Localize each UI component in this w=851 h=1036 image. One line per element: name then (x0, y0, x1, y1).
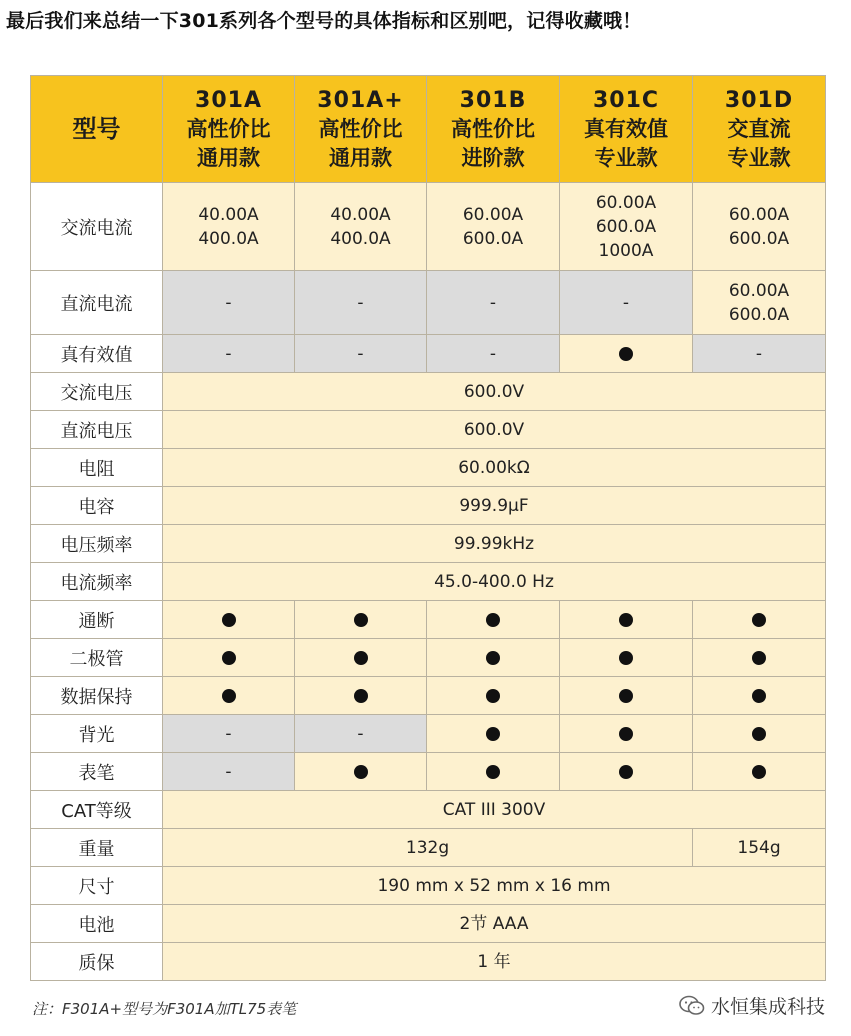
row-label: 电阻 (31, 449, 163, 487)
cell-supported (560, 601, 693, 639)
cell-supported (427, 601, 560, 639)
row-warranty (31, 943, 826, 981)
row-cat-rating (31, 791, 826, 829)
row-label: 通断 (31, 601, 163, 639)
model-desc: 真有效值 (584, 116, 668, 141)
supported-dot-icon (619, 689, 633, 703)
header-model-301c (560, 76, 693, 183)
supported-dot-icon (354, 765, 368, 779)
supported-dot-icon (752, 689, 766, 703)
row-label: 电流频率 (31, 563, 163, 601)
row-battery (31, 905, 826, 943)
cell-supported (693, 753, 826, 791)
row-label: 尺寸 (31, 867, 163, 905)
model-name: 301A (195, 87, 262, 113)
model-desc: 高性价比 (318, 116, 403, 141)
row-label: 表笔 (31, 753, 163, 791)
cell-not-available: - (163, 335, 295, 373)
row-dc-current (31, 271, 826, 335)
brand-name: 水恒集成科技 (710, 996, 825, 1018)
header-model-301d (693, 76, 826, 183)
supported-dot-icon (354, 689, 368, 703)
supported-dot-icon (619, 765, 633, 779)
spec-comparison-table (30, 75, 826, 981)
supported-dot-icon (222, 651, 236, 665)
supported-dot-icon (752, 765, 766, 779)
cell-supported (560, 715, 693, 753)
supported-dot-icon (354, 613, 368, 627)
cell-value: 40.00A 400.0A (295, 183, 427, 271)
row-ac-voltage (31, 373, 826, 411)
cell-supported (295, 677, 427, 715)
footnote: 注：F301A+型号为F301A加TL75表笔 (32, 1000, 297, 1018)
supported-dot-icon (619, 347, 633, 361)
cell-supported (560, 753, 693, 791)
cell-supported (163, 677, 295, 715)
cell-value: 1 年 (163, 943, 826, 981)
row-resistance (31, 449, 826, 487)
cell-not-available: - (163, 715, 295, 753)
row-weight (31, 829, 826, 867)
supported-dot-icon (752, 613, 766, 627)
wechat-icon (679, 995, 705, 1017)
model-type: 专业款 (727, 145, 791, 170)
model-type: 通用款 (329, 145, 392, 170)
model-name: 301C (592, 87, 660, 113)
cell-supported (560, 335, 693, 373)
row-label: 质保 (31, 943, 163, 981)
model-desc: 交直流 (727, 116, 791, 141)
row-diode (31, 639, 826, 677)
cell-value: 190 mm x 52 mm x 16 mm (163, 867, 826, 905)
row-data-hold (31, 677, 826, 715)
cell-supported (295, 639, 427, 677)
cell-supported (295, 753, 427, 791)
model-name: 301A+ (317, 87, 404, 113)
cell-supported (560, 639, 693, 677)
cell-supported (427, 677, 560, 715)
cell-value: 600.0V (163, 373, 826, 411)
row-label: 数据保持 (31, 677, 163, 715)
model-name: 301D (724, 87, 794, 113)
row-label: 电池 (31, 905, 163, 943)
model-name: 301B (459, 87, 527, 113)
supported-dot-icon (619, 727, 633, 741)
cell-value: 40.00A 400.0A (163, 183, 295, 271)
row-label: 直流电压 (31, 411, 163, 449)
supported-dot-icon (752, 651, 766, 665)
row-size (31, 867, 826, 905)
supported-dot-icon (486, 727, 500, 741)
row-label: 重量 (31, 829, 163, 867)
brand-watermark (679, 992, 825, 1019)
row-true-rms (31, 335, 826, 373)
row-backlight (31, 715, 826, 753)
supported-dot-icon (486, 651, 500, 665)
cell-supported (295, 601, 427, 639)
cell-value: 60.00kΩ (163, 449, 826, 487)
cell-value: 99.99kHz (163, 525, 826, 563)
supported-dot-icon (619, 651, 633, 665)
cell-value: 60.00A 600.0A (427, 183, 560, 271)
row-label: 真有效值 (31, 335, 163, 373)
supported-dot-icon (619, 613, 633, 627)
cell-value: 2节 AAA (163, 905, 826, 943)
cell-not-available: - (295, 335, 427, 373)
row-ac-current (31, 183, 826, 271)
cell-supported (163, 639, 295, 677)
cell-value: CAT III 300V (163, 791, 826, 829)
cell-supported (693, 601, 826, 639)
cell-value: 600.0V (163, 411, 826, 449)
cell-supported (693, 677, 826, 715)
cell-supported (693, 715, 826, 753)
row-label: CAT等级 (31, 791, 163, 829)
row-label: 背光 (31, 715, 163, 753)
row-dc-voltage (31, 411, 826, 449)
cell-not-available: - (427, 271, 560, 335)
cell-not-available: - (427, 335, 560, 373)
header-model-301a (163, 76, 295, 183)
row-label: 电容 (31, 487, 163, 525)
cell-value: 154g (693, 829, 826, 867)
cell-value: 60.00A 600.0A 1000A (560, 183, 693, 271)
cell-not-available: - (295, 715, 427, 753)
cell-value: 60.00A 600.0A (693, 183, 826, 271)
row-voltage-frequency (31, 525, 826, 563)
row-label: 交流电压 (31, 373, 163, 411)
row-continuity (31, 601, 826, 639)
supported-dot-icon (222, 613, 236, 627)
header-model-301b (427, 76, 560, 183)
cell-supported (427, 639, 560, 677)
row-probes (31, 753, 826, 791)
cell-value: 45.0-400.0 Hz (163, 563, 826, 601)
row-label: 电压频率 (31, 525, 163, 563)
cell-not-available: - (163, 271, 295, 335)
supported-dot-icon (354, 651, 368, 665)
cell-value: 999.9μF (163, 487, 826, 525)
model-type: 专业款 (594, 145, 658, 170)
headline: 最后我们来总结一下301系列各个型号的具体指标和区别吧，记得收藏哦！ (6, 10, 642, 32)
model-desc: 高性价比 (186, 116, 271, 141)
row-current-frequency (31, 563, 826, 601)
model-desc: 高性价比 (451, 116, 535, 141)
supported-dot-icon (486, 613, 500, 627)
supported-dot-icon (486, 765, 500, 779)
row-label: 二极管 (31, 639, 163, 677)
supported-dot-icon (486, 689, 500, 703)
cell-not-available: - (560, 271, 693, 335)
cell-not-available: - (693, 335, 826, 373)
cell-supported (560, 677, 693, 715)
cell-supported (163, 601, 295, 639)
cell-value: 60.00A 600.0A (693, 271, 826, 335)
header-row (31, 76, 826, 183)
model-type: 通用款 (197, 145, 260, 170)
supported-dot-icon (222, 689, 236, 703)
cell-supported (427, 753, 560, 791)
header-model-301a-plus (295, 76, 427, 183)
model-type: 进阶款 (461, 145, 525, 170)
cell-value: 132g (163, 829, 693, 867)
cell-not-available: - (163, 753, 295, 791)
cell-supported (693, 639, 826, 677)
row-label: 直流电流 (31, 271, 163, 335)
cell-not-available: - (295, 271, 427, 335)
row-label: 交流电流 (31, 183, 163, 271)
row-capacitance (31, 487, 826, 525)
cell-supported (427, 715, 560, 753)
header-corner: 型号 (31, 76, 163, 183)
supported-dot-icon (752, 727, 766, 741)
